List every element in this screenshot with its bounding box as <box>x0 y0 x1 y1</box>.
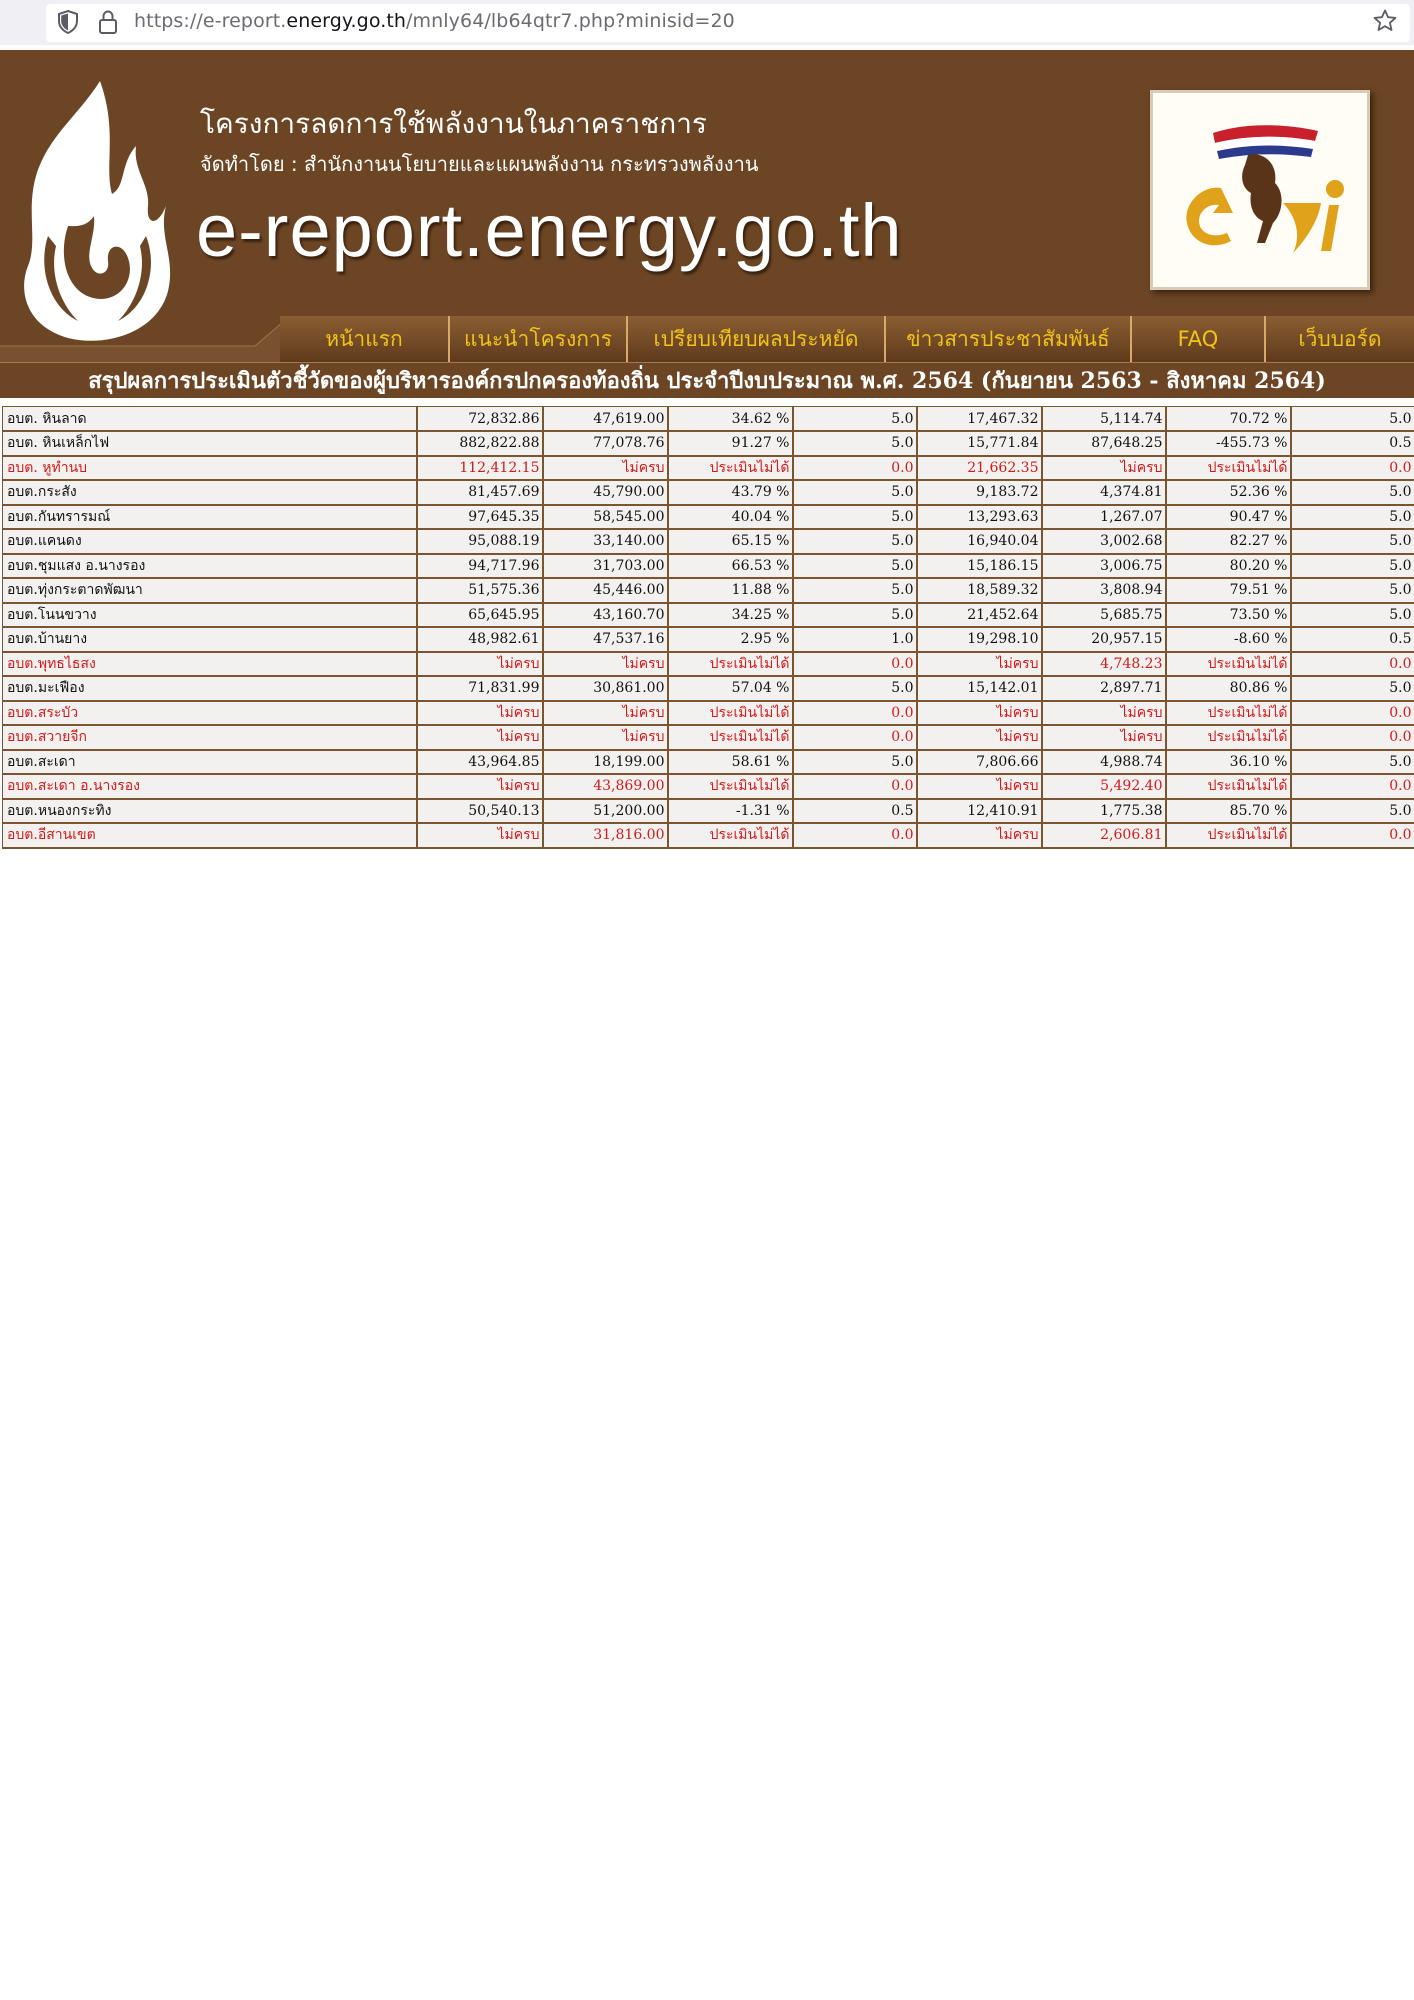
table-row <box>3 652 1414 677</box>
fuel-baseline-cell: ไม่ครบ <box>917 774 1042 799</box>
energy-baseline-cell: ไม่ครบ <box>417 652 543 677</box>
fuel-actual-cell: 3,808.94 <box>1042 578 1166 603</box>
fuel-score-cell: 5.0 <box>1291 529 1414 554</box>
fuel-actual-cell: 4,988.74 <box>1042 750 1166 775</box>
energy-saving-percent-cell: ประเมินไม่ได้ <box>668 701 793 726</box>
organization-name-cell: อบต. หินลาด <box>3 407 417 432</box>
fuel-baseline-cell: 18,589.32 <box>917 578 1042 603</box>
fuel-actual-cell: 5,492.40 <box>1042 774 1166 799</box>
fuel-score-cell: 5.0 <box>1291 554 1414 579</box>
table-row <box>3 799 1414 824</box>
organization-name-cell: อบต. หูทำนบ <box>3 456 417 481</box>
energy-actual-cell: 58,545.00 <box>543 505 668 530</box>
energy-saving-percent-cell: 34.62 % <box>668 407 793 432</box>
fuel-saving-percent-cell: ประเมินไม่ได้ <box>1166 456 1291 481</box>
organization-name-cell: อบต.ชุมแสง อ.นางรอง <box>3 554 417 579</box>
organization-name-cell: อบต.สะเดา <box>3 750 417 775</box>
energy-baseline-cell: 65,645.95 <box>417 603 543 628</box>
energy-saving-percent-cell: ประเมินไม่ได้ <box>668 725 793 750</box>
energy-score-cell: 5.0 <box>793 750 917 775</box>
energy-score-cell: 0.0 <box>793 456 917 481</box>
energy-score-cell: 0.0 <box>793 701 917 726</box>
browser-toolbar <box>0 0 1414 45</box>
fuel-baseline-cell: 12,410.91 <box>917 799 1042 824</box>
fuel-saving-percent-cell: 80.86 % <box>1166 676 1291 701</box>
table-row <box>3 750 1414 775</box>
organization-name-cell: อบต.บ้านยาง <box>3 627 417 652</box>
url-prefix: https://e-report. <box>134 10 287 32</box>
energy-actual-cell: 43,869.00 <box>543 774 668 799</box>
energy-score-cell: 5.0 <box>793 676 917 701</box>
fuel-saving-percent-cell: ประเมินไม่ได้ <box>1166 823 1291 848</box>
energy-saving-percent-cell: 34.25 % <box>668 603 793 628</box>
fuel-score-cell: 0.5 <box>1291 431 1414 456</box>
fuel-score-cell: 0.0 <box>1291 456 1414 481</box>
nav-wedge-decoration <box>0 316 300 362</box>
table-row <box>3 480 1414 505</box>
organization-name-cell: อบต.หนองกระทิง <box>3 799 417 824</box>
organization-name-cell: อบต.พุทธไธสง <box>3 652 417 677</box>
energy-baseline-cell: ไม่ครบ <box>417 701 543 726</box>
energy-baseline-cell: 71,831.99 <box>417 676 543 701</box>
energy-actual-cell: 47,537.16 <box>543 627 668 652</box>
fuel-actual-cell: 4,374.81 <box>1042 480 1166 505</box>
fuel-score-cell: 0.0 <box>1291 725 1414 750</box>
fuel-baseline-cell: ไม่ครบ <box>917 823 1042 848</box>
nav-item-news[interactable]: ข่าวสารประชาสัมพันธ์ <box>884 316 1130 362</box>
fuel-saving-percent-cell: 90.47 % <box>1166 505 1291 530</box>
energy-actual-cell: 45,790.00 <box>543 480 668 505</box>
energy-score-cell: 0.0 <box>793 725 917 750</box>
table-row <box>3 456 1414 481</box>
table-row <box>3 627 1414 652</box>
fuel-actual-cell: 87,648.25 <box>1042 431 1166 456</box>
table-row <box>3 676 1414 701</box>
energy-score-cell: 0.0 <box>793 652 917 677</box>
bookmark-star-icon[interactable] <box>1372 8 1398 34</box>
fuel-saving-percent-cell: 52.36 % <box>1166 480 1291 505</box>
evi-logo <box>1150 90 1370 290</box>
table-row <box>3 823 1414 848</box>
fuel-score-cell: 5.0 <box>1291 799 1414 824</box>
fuel-actual-cell: 2,897.71 <box>1042 676 1166 701</box>
energy-saving-percent-cell: 43.79 % <box>668 480 793 505</box>
banner-project-title: โครงการลดการใช้พลังงานในภาคราชการ <box>200 107 707 140</box>
fuel-actual-cell: 3,002.68 <box>1042 529 1166 554</box>
report-title: สรุปผลการประเมินตัวชี้วัดของผู้บริหารองค์กรปกครองท้องถิ่น ประจำปีงบประมาณ พ.ศ. 2564 (กันยายน 2563 - สิงหาคม 2564) <box>88 368 1326 394</box>
energy-actual-cell: 77,078.76 <box>543 431 668 456</box>
table-row <box>3 774 1414 799</box>
energy-saving-percent-cell: 57.04 % <box>668 676 793 701</box>
energy-saving-percent-cell: 65.15 % <box>668 529 793 554</box>
fuel-baseline-cell: 9,183.72 <box>917 480 1042 505</box>
table-row <box>3 725 1414 750</box>
energy-baseline-cell: 50,540.13 <box>417 799 543 824</box>
energy-saving-percent-cell: 91.27 % <box>668 431 793 456</box>
organization-name-cell: อบต.ทุ่งกระตาดพัฒนา <box>3 578 417 603</box>
organization-name-cell: อบต.สระบัว <box>3 701 417 726</box>
nav-item-project-intro[interactable]: แนะนำโครงการ <box>448 316 626 362</box>
fuel-score-cell: 5.0 <box>1291 750 1414 775</box>
energy-actual-cell: 18,199.00 <box>543 750 668 775</box>
fuel-actual-cell: 2,606.81 <box>1042 823 1166 848</box>
energy-actual-cell: ไม่ครบ <box>543 652 668 677</box>
fuel-saving-percent-cell: 70.72 % <box>1166 407 1291 432</box>
banner-site-name: e-report.energy.go.th <box>196 189 903 272</box>
fuel-score-cell: 5.0 <box>1291 505 1414 530</box>
energy-baseline-cell: 48,982.61 <box>417 627 543 652</box>
energy-score-cell: 5.0 <box>793 407 917 432</box>
report-title-bar <box>0 362 1414 398</box>
organization-name-cell: อบต.สะเดา อ.นางรอง <box>3 774 417 799</box>
fuel-saving-percent-cell: ประเมินไม่ได้ <box>1166 652 1291 677</box>
energy-baseline-cell: 51,575.36 <box>417 578 543 603</box>
energy-score-cell: 5.0 <box>793 529 917 554</box>
fuel-baseline-cell: 15,142.01 <box>917 676 1042 701</box>
fuel-score-cell: 0.0 <box>1291 774 1414 799</box>
fuel-saving-percent-cell: ประเมินไม่ได้ <box>1166 774 1291 799</box>
energy-score-cell: 1.0 <box>793 627 917 652</box>
fuel-baseline-cell: 7,806.66 <box>917 750 1042 775</box>
fuel-actual-cell: 5,114.74 <box>1042 407 1166 432</box>
fuel-saving-percent-cell: 36.10 % <box>1166 750 1291 775</box>
site-banner <box>0 50 1414 360</box>
energy-actual-cell: ไม่ครบ <box>543 701 668 726</box>
fuel-saving-percent-cell: -455.73 % <box>1166 431 1291 456</box>
evaluation-table-body <box>3 407 1414 848</box>
energy-baseline-cell: 43,964.85 <box>417 750 543 775</box>
energy-score-cell: 5.0 <box>793 431 917 456</box>
url-path: /mnly64/lb64qtr7.php?minisid=20 <box>406 10 735 32</box>
organization-name-cell: อบต.แคนดง <box>3 529 417 554</box>
fuel-baseline-cell: 15,771.84 <box>917 431 1042 456</box>
energy-baseline-cell: ไม่ครบ <box>417 823 543 848</box>
fuel-actual-cell: 1,267.07 <box>1042 505 1166 530</box>
energy-saving-percent-cell: ประเมินไม่ได้ <box>668 774 793 799</box>
fuel-score-cell: 5.0 <box>1291 603 1414 628</box>
fuel-score-cell: 0.0 <box>1291 701 1414 726</box>
fuel-baseline-cell: 19,298.10 <box>917 627 1042 652</box>
energy-baseline-cell: 97,645.35 <box>417 505 543 530</box>
energy-score-cell: 0.0 <box>793 823 917 848</box>
energy-actual-cell: ไม่ครบ <box>543 725 668 750</box>
fuel-saving-percent-cell: 85.70 % <box>1166 799 1291 824</box>
energy-baseline-cell: 112,412.15 <box>417 456 543 481</box>
fuel-score-cell: 0.0 <box>1291 823 1414 848</box>
energy-saving-percent-cell: ประเมินไม่ได้ <box>668 823 793 848</box>
energy-score-cell: 0.0 <box>793 774 917 799</box>
table-row <box>3 554 1414 579</box>
organization-name-cell: อบต. หินเหล็กไฟ <box>3 431 417 456</box>
nav-item-home[interactable]: หน้าแรก <box>325 326 403 351</box>
energy-saving-percent-cell: -1.31 % <box>668 799 793 824</box>
fuel-score-cell: 5.0 <box>1291 676 1414 701</box>
fuel-actual-cell: 1,775.38 <box>1042 799 1166 824</box>
energy-saving-percent-cell: ประเมินไม่ได้ <box>668 456 793 481</box>
energy-actual-cell: 51,200.00 <box>543 799 668 824</box>
organization-name-cell: อบต.มะเฟือง <box>3 676 417 701</box>
fuel-saving-percent-cell: 82.27 % <box>1166 529 1291 554</box>
evi-logo-graphic <box>1153 93 1367 287</box>
energy-actual-cell: 30,861.00 <box>543 676 668 701</box>
fuel-baseline-cell: 15,186.15 <box>917 554 1042 579</box>
energy-actual-cell: 31,703.00 <box>543 554 668 579</box>
nav-item-webboard[interactable]: เว็บบอร์ด <box>1264 316 1414 362</box>
fuel-actual-cell: ไม่ครบ <box>1042 701 1166 726</box>
energy-actual-cell: 31,816.00 <box>543 823 668 848</box>
fuel-score-cell: 0.5 <box>1291 627 1414 652</box>
organization-name-cell: อบต.อีสานเขต <box>3 823 417 848</box>
energy-saving-percent-cell: 66.53 % <box>668 554 793 579</box>
fuel-baseline-cell: ไม่ครบ <box>917 701 1042 726</box>
fuel-score-cell: 5.0 <box>1291 578 1414 603</box>
energy-baseline-cell: 95,088.19 <box>417 529 543 554</box>
organization-name-cell: อบต.โนนขวาง <box>3 603 417 628</box>
energy-baseline-cell: 72,832.86 <box>417 407 543 432</box>
energy-saving-percent-cell: ประเมินไม่ได้ <box>668 652 793 677</box>
organization-name-cell: อบต.กันทรารมณ์ <box>3 505 417 530</box>
evaluation-table <box>2 406 1414 849</box>
fuel-baseline-cell: 17,467.32 <box>917 407 1042 432</box>
fuel-score-cell: 5.0 <box>1291 480 1414 505</box>
energy-saving-percent-cell: 2.95 % <box>668 627 793 652</box>
fuel-saving-percent-cell: -8.60 % <box>1166 627 1291 652</box>
fuel-score-cell: 0.0 <box>1291 652 1414 677</box>
fuel-baseline-cell: 21,662.35 <box>917 456 1042 481</box>
fuel-saving-percent-cell: 73.50 % <box>1166 603 1291 628</box>
fuel-score-cell: 5.0 <box>1291 407 1414 432</box>
table-row <box>3 603 1414 628</box>
organization-name-cell: อบต.กระสัง <box>3 480 417 505</box>
fuel-baseline-cell: 13,293.63 <box>917 505 1042 530</box>
fuel-actual-cell: 20,957.15 <box>1042 627 1166 652</box>
fuel-actual-cell: 3,006.75 <box>1042 554 1166 579</box>
energy-baseline-cell: ไม่ครบ <box>417 774 543 799</box>
energy-score-cell: 5.0 <box>793 480 917 505</box>
flame-emblem-logo <box>8 76 178 346</box>
fuel-saving-percent-cell: ประเมินไม่ได้ <box>1166 725 1291 750</box>
fuel-baseline-cell: 16,940.04 <box>917 529 1042 554</box>
nav-item-faq[interactable]: FAQ <box>1130 316 1264 362</box>
energy-saving-percent-cell: 40.04 % <box>668 505 793 530</box>
table-row <box>3 505 1414 530</box>
fuel-actual-cell: ไม่ครบ <box>1042 725 1166 750</box>
table-row <box>3 431 1414 456</box>
url-text[interactable] <box>134 10 735 32</box>
energy-saving-percent-cell: 11.88 % <box>668 578 793 603</box>
energy-actual-cell: ไม่ครบ <box>543 456 668 481</box>
energy-score-cell: 5.0 <box>793 505 917 530</box>
fuel-baseline-cell: ไม่ครบ <box>917 652 1042 677</box>
energy-baseline-cell: 94,717.96 <box>417 554 543 579</box>
table-row <box>3 407 1414 432</box>
url-domain: energy.go.th <box>286 10 407 32</box>
fuel-baseline-cell: ไม่ครบ <box>917 725 1042 750</box>
lock-icon[interactable] <box>97 9 119 35</box>
fuel-saving-percent-cell: 80.20 % <box>1166 554 1291 579</box>
energy-score-cell: 5.0 <box>793 603 917 628</box>
energy-baseline-cell: 882,822.88 <box>417 431 543 456</box>
shield-icon[interactable] <box>56 9 80 35</box>
energy-score-cell: 5.0 <box>793 554 917 579</box>
energy-baseline-cell: 81,457.69 <box>417 480 543 505</box>
nav-item-savings-comparison[interactable]: เปรียบเทียบผลประหยัด <box>626 316 884 362</box>
energy-score-cell: 5.0 <box>793 578 917 603</box>
table-row <box>3 578 1414 603</box>
table-row <box>3 529 1414 554</box>
energy-actual-cell: 45,446.00 <box>543 578 668 603</box>
energy-saving-percent-cell: 58.61 % <box>668 750 793 775</box>
fuel-actual-cell: ไม่ครบ <box>1042 456 1166 481</box>
organization-name-cell: อบต.สวายจีก <box>3 725 417 750</box>
energy-actual-cell: 33,140.00 <box>543 529 668 554</box>
energy-score-cell: 0.5 <box>793 799 917 824</box>
banner-organizer: จัดทำโดย : สำนักงานนโยบายและแผนพลังงาน กระทรวงพลังงาน <box>200 152 759 176</box>
main-nav <box>280 316 1414 362</box>
energy-actual-cell: 47,619.00 <box>543 407 668 432</box>
fuel-actual-cell: 4,748.23 <box>1042 652 1166 677</box>
energy-actual-cell: 43,160.70 <box>543 603 668 628</box>
table-row <box>3 701 1414 726</box>
fuel-baseline-cell: 21,452.64 <box>917 603 1042 628</box>
fuel-actual-cell: 5,685.75 <box>1042 603 1166 628</box>
energy-baseline-cell: ไม่ครบ <box>417 725 543 750</box>
fuel-saving-percent-cell: 79.51 % <box>1166 578 1291 603</box>
fuel-saving-percent-cell: ประเมินไม่ได้ <box>1166 701 1291 726</box>
